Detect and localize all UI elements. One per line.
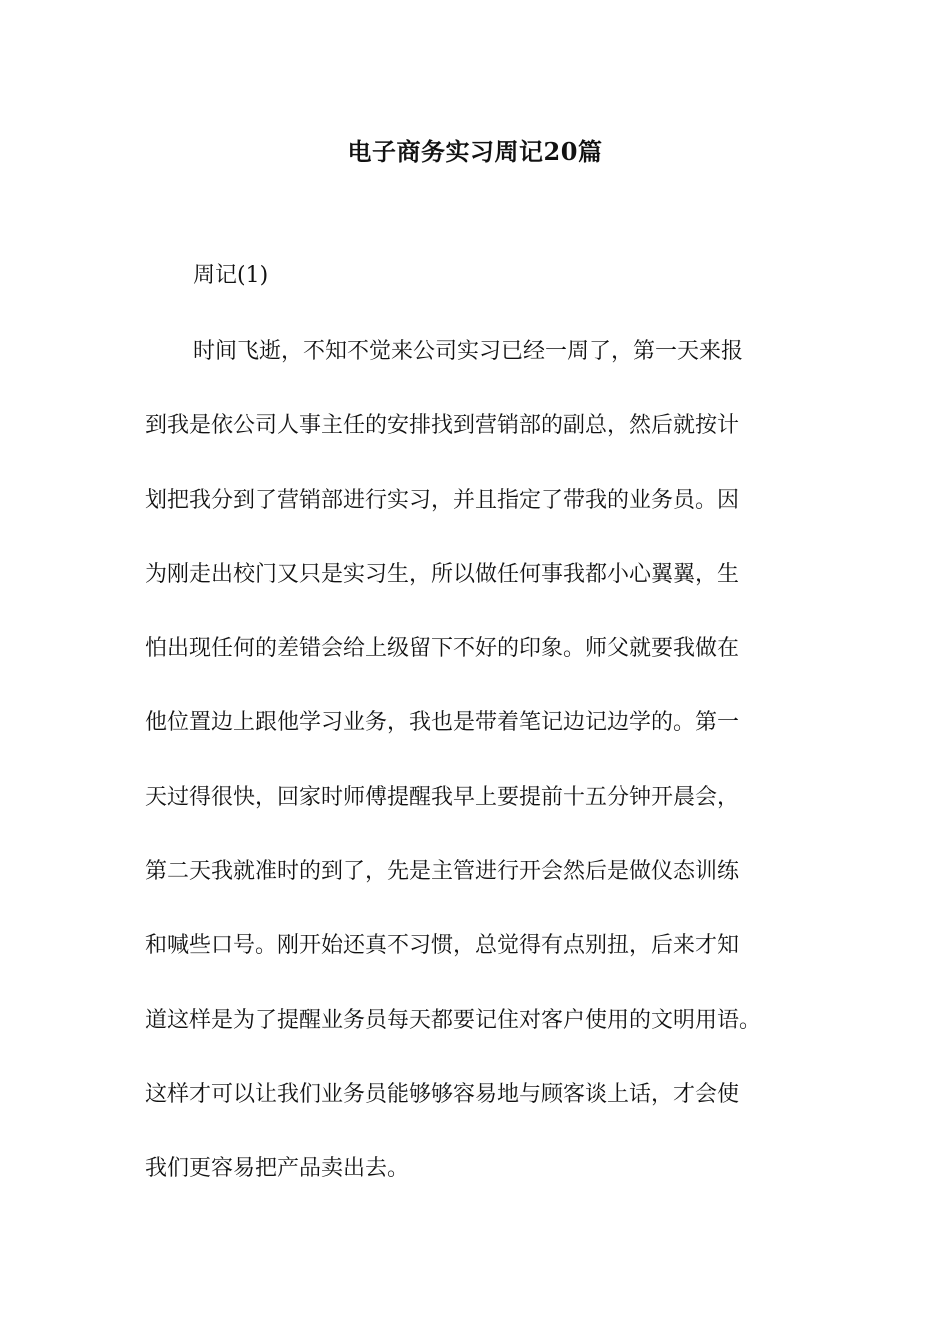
body-text: [145, 334, 825, 1226]
text-line: 和喊些口号。刚开始还真不习惯，总觉得有点别扭，后来才知: [145, 933, 740, 959]
text-line: 第二天我就准时的到了，先是主管进行开会然后是做仪态训练: [145, 859, 740, 885]
text-line: 划把我分到了营销部进行实习，并且指定了带我的业务员。因: [145, 487, 740, 513]
text-line: 时间飞逝，不知不觉来公司实习已经一周了，第一天来报: [193, 339, 744, 364]
text-line: 天过得很快，回家时师傅提醒我早上要提前十五分钟开晨会，: [145, 784, 740, 810]
text-line: 他位置边上跟他学习业务，我也是带着笔记边记边学的。第一: [145, 710, 740, 736]
text-line: 为刚走出校门又只是实习生，所以做任何事我都小心翼翼，生: [145, 561, 740, 587]
document-title: 电子商务实习周记20篇: [347, 137, 603, 166]
section-heading: 周记(1): [193, 263, 269, 288]
text-line: 我们更容易把产品卖出去。: [145, 1156, 410, 1182]
text-line: 道这样是为了提醒业务员每天都要记住对客户使用的文明用语。: [145, 1007, 762, 1033]
text-line: 这样才可以让我们业务员能够够容易地与顾客谈上话，才会使: [145, 1081, 740, 1107]
text-line: 怕出现任何的差错会给上级留下不好的印象。师父就要我做在: [145, 636, 740, 662]
text-line: 到我是依公司人事主任的安排找到营销部的副总，然后就按计: [145, 413, 740, 439]
